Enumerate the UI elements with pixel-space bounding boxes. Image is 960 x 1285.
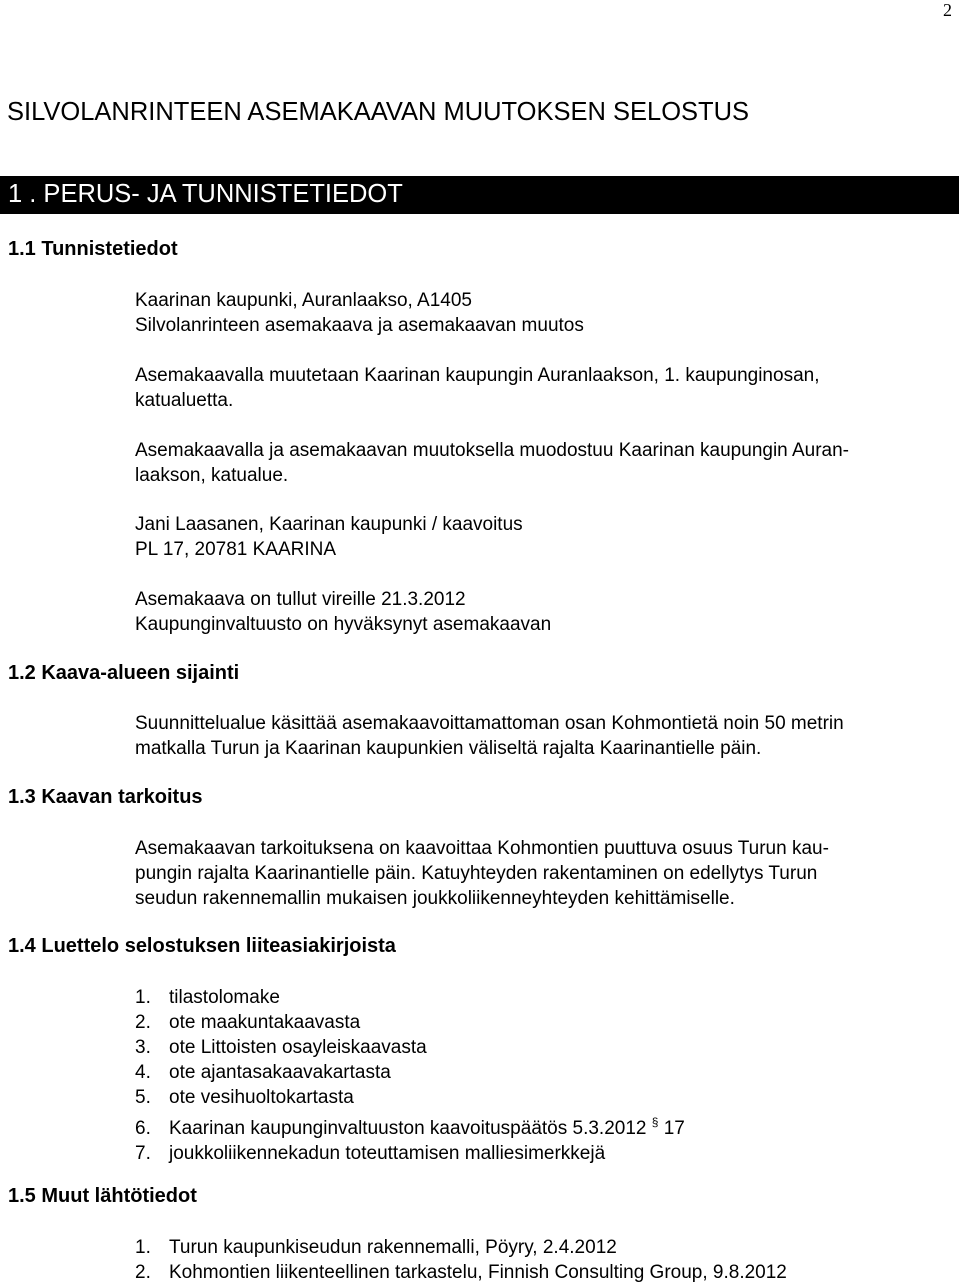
list-item (135, 1010, 685, 1035)
list-text: ote Littoisten osayleiskaavasta (169, 1037, 427, 1058)
list-number: 1. (135, 1237, 151, 1258)
text-line: Suunnittelualue käsittää asemakaavoittamattoman osan Kohmontietä noin 50 metrin (135, 713, 844, 734)
text-line: seudun rakennemallin mukaisen joukkoliikenneyhteyden kehittämiselle. (135, 888, 735, 909)
section-heading-bar (0, 176, 959, 214)
subsection-heading-1-1: 1.1 Tunnistetiedot (8, 238, 178, 260)
text-line: PL 17, 20781 KAARINA (135, 539, 337, 560)
list-item (135, 1260, 787, 1285)
list-text: Kaarinan kaupunginvaltuuston kaavoituspäätös 5.3.2012 (169, 1118, 647, 1139)
text-line: Asemakaavan tarkoituksena on kaavoittaa Kohmontien puuttuva osuus Turun kau- (135, 838, 829, 859)
changed-area-block (135, 363, 819, 413)
text-line: Kaupunginvaltuusto on hyväksynyt asemakaavan (135, 614, 552, 635)
section-sign: § (651, 1115, 659, 1129)
identification-block (135, 288, 584, 338)
list-text: Kohmontien liikenteellinen tarkastelu, Finnish Consulting Group, 9.8.2012 (169, 1262, 787, 1283)
list-text: Turun kaupunkiseudun rakennemalli, Pöyry, 2.4.2012 (169, 1237, 617, 1258)
list-text: ote maakuntakaavasta (169, 1012, 361, 1033)
text-line: Asemakaava on tullut vireille 21.3.2012 (135, 589, 466, 610)
list-item (135, 1235, 787, 1260)
author-block (135, 512, 523, 562)
list-text: tilastolomake (169, 987, 280, 1008)
list-number: 7. (135, 1143, 151, 1164)
list-text: joukkoliikennekadun toteuttamisen malliesimerkkejä (169, 1143, 606, 1164)
text-line: laakson, katualue. (135, 465, 289, 486)
status-block (135, 587, 551, 637)
text-line: matkalla Turun ja Kaarinan kaupunkien väliseltä rajalta Kaarinantielle päin. (135, 738, 762, 759)
text-line: Asemakaavalla muutetaan Kaarinan kaupungin Auranlaakson, 1. kaupunginosan, (135, 365, 820, 386)
purpose-text (135, 836, 829, 911)
list-text-suffix: 17 (658, 1118, 685, 1139)
text-line: Jani Laasanen, Kaarinan kaupunki / kaavoitus (135, 514, 523, 535)
text-line: katualuetta. (135, 390, 234, 411)
text-line: pungin rajalta Kaarinantielle päin. Katuyhteyden rakentaminen on edellytys Turun (135, 863, 818, 884)
formed-area-block (135, 438, 849, 488)
text-line: Kaarinan kaupunki, Auranlaakso, A1405 (135, 290, 472, 311)
list-number: 4. (135, 1062, 151, 1083)
list-number: 6. (135, 1118, 151, 1139)
document-title: SILVOLANRINTEEN ASEMAKAAVAN MUUTOKSEN SELOSTUS (7, 98, 750, 126)
subsection-heading-1-4: 1.4 Luettelo selostuksen liiteasiakirjoista (8, 935, 396, 957)
section-heading: 1 . PERUS- JA TUNNISTETIEDOT (8, 180, 403, 208)
list-text: ote ajantasakaavakartasta (169, 1062, 391, 1083)
list-item (135, 1141, 685, 1166)
list-text: ote vesihuoltokartasta (169, 1087, 354, 1108)
list-item (135, 1060, 685, 1085)
subsection-heading-1-5: 1.5 Muut lähtötiedot (8, 1185, 197, 1207)
list-item (135, 985, 685, 1010)
subsection-heading-1-2: 1.2 Kaava-alueen sijainti (8, 662, 240, 684)
list-item (135, 1085, 685, 1110)
location-text (135, 711, 844, 761)
list-item (135, 1035, 685, 1060)
attachments-list (135, 985, 685, 1166)
sources-list (135, 1235, 787, 1285)
list-number: 2. (135, 1262, 151, 1283)
list-number: 1. (135, 987, 151, 1008)
text-line: Asemakaavalla ja asemakaavan muutoksella muodostuu Kaarinan kaupungin Auran- (135, 440, 849, 461)
list-item (135, 1110, 685, 1141)
list-number: 2. (135, 1012, 151, 1033)
list-number: 3. (135, 1037, 151, 1058)
subsection-heading-1-3: 1.3 Kaavan tarkoitus (8, 786, 203, 808)
text-line: Silvolanrinteen asemakaava ja asemakaavan muutos (135, 315, 584, 336)
list-number: 5. (135, 1087, 151, 1108)
page-number: 2 (943, 0, 952, 20)
